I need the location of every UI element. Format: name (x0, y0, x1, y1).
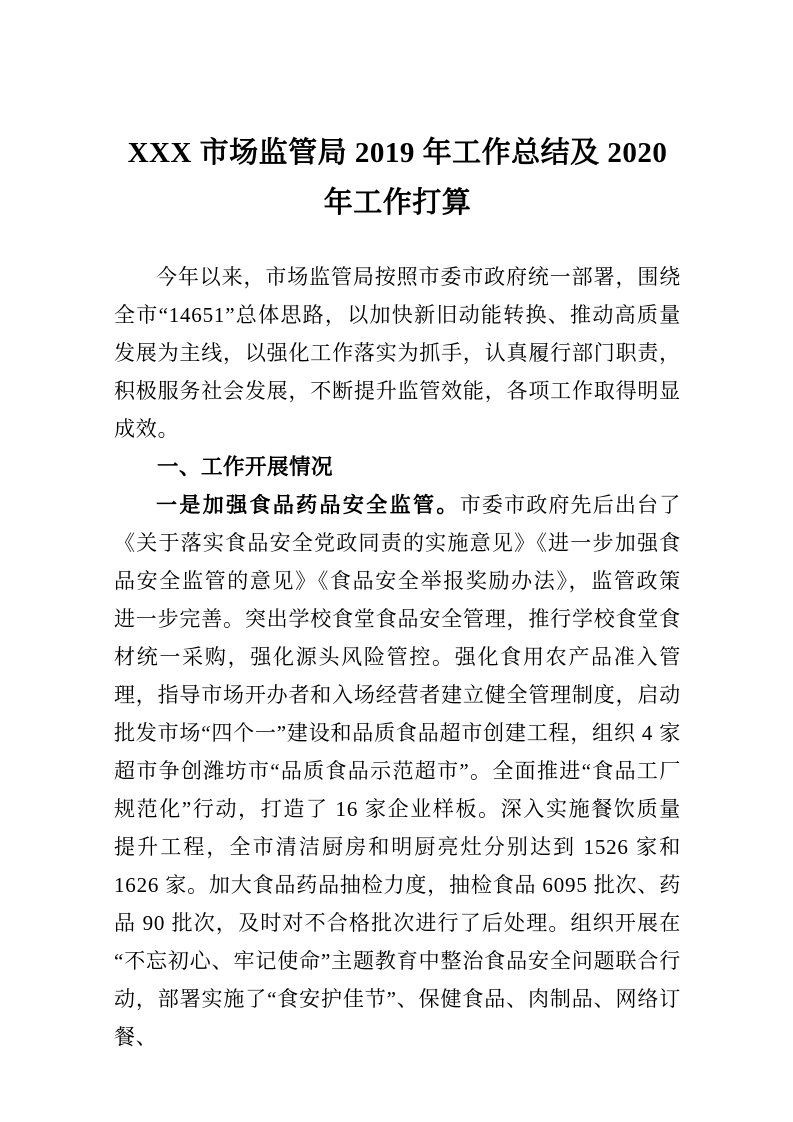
document-title: XXX 市场监管局 2019 年工作总结及 2020 年工作打算 (127, 137, 668, 219)
item-paragraph (114, 486, 681, 1056)
intro-paragraph: 今年以来，市场监管局按照市委市政府统一部署，围绕全市“14651”总体思路，以加快新旧动能转换、推动高质量发展为主线，以强化工作落实为抓手，认真履行部门职责，积极服务社会发展，不断提升监管效能，各项工作取得明显成效。 (114, 265, 681, 441)
section-heading: 一、工作开展情况 (157, 455, 334, 479)
item-body-text: 市委市政府先后出台了《关于落实食品安全党政同责的实施意见》《进一步加强食品安全监管的意见》《食品安全举报奖励办法》，监管政策进一步完善。突出学校食堂食品安全管理，推行学校食堂食材统一采购，强化源头风险管控。强化食用农产品准入管理，指导市场开办者和入场经营者建立健全管理制度，启动批发市场“四个一”建设和品质食品超市创建工程，组织 4 家超市争创潍坊市“品质食品示范超市”。全面推进“食品工厂规范化”行动，打造了 16 家企业样板。深入实施餐饮质量提升工程，全市清洁厨房和明厨亮灶分别达到 1526 家和 1626 家。加大食品药品抽检力度，抽检食品 6095 批次、药品 90 批次，及时对不合格批次进行了后处理。组织开展在“不忘初心、牢记使命”主题教育中整治食品安全问题联合行动，部署实施了“食安护佳节”、保健食品、肉制品、网络订餐、 (114, 493, 682, 1049)
item-lead-sentence: 一是加强食品药品安全监管。 (156, 493, 460, 517)
